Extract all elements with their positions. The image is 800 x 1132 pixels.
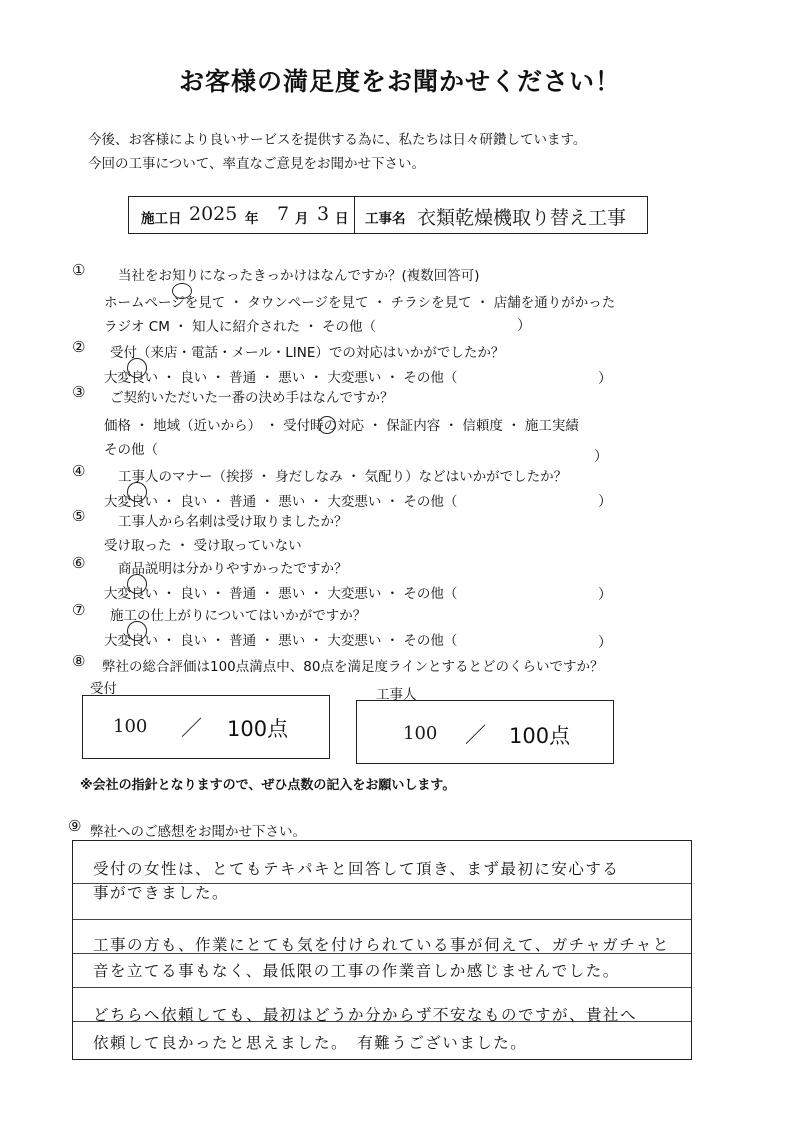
score-note: ※会社の指針となりますので、ぜひ点数の記入をお願いします。 bbox=[80, 778, 456, 793]
date-label: 施工日 bbox=[141, 211, 182, 227]
comment-line-6: 依頼して良かったと思えました。 有難うございました。 bbox=[93, 1034, 528, 1052]
header-divider bbox=[354, 196, 355, 234]
q2-close-paren: ） bbox=[598, 371, 612, 387]
q6-options: 大変良い ・ 良い ・ 普通 ・ 悪い ・ 大変悪い ・ その他（ bbox=[104, 586, 458, 602]
comment-line-2: 事ができました。 bbox=[93, 884, 230, 902]
q2-text: 受付（来店・電話・メール・LINE）での対応はいかがでしたか？ bbox=[110, 345, 505, 361]
reception-score-label: 受付 bbox=[90, 681, 117, 697]
worker-max: 100点 bbox=[509, 724, 571, 748]
q9-text: 弊社へのご感想をお聞かせ下さい。 bbox=[90, 824, 306, 840]
q1-number: ① bbox=[72, 261, 86, 279]
q4-close-paren: ） bbox=[598, 494, 612, 510]
q1-close-paren: ） bbox=[517, 318, 531, 334]
q6-answer-circle bbox=[127, 574, 147, 594]
q8-text: 弊社の総合評価は100点満点中、80点を満足度ラインとするとどのくらいですか？ bbox=[102, 659, 604, 675]
q4-answer-circle bbox=[127, 482, 147, 502]
q5-text: 工事人から名刺は受け取りましたか？ bbox=[118, 514, 348, 530]
q1-options-1: ホームページを見て ・ タウンページを見て ・ チラシを見て ・ 店舗を通りがかった bbox=[104, 295, 616, 311]
q4-options: 大変良い ・ 良い ・ 普通 ・ 悪い ・ 大変悪い ・ その他（ bbox=[104, 494, 458, 510]
work-name: 衣類乾燥機取り替え工事 bbox=[417, 207, 627, 229]
q1-check-mark bbox=[172, 283, 192, 299]
q7-text: 施工の仕上がりについてはいかがですか？ bbox=[110, 608, 367, 624]
q4-text: 工事人のマナー（挨拶 ・ 身だしなみ ・ 気配り）などはいかがでしたか？ bbox=[118, 469, 568, 485]
q3-number: ③ bbox=[72, 383, 86, 401]
month-unit: 月 bbox=[295, 211, 309, 227]
date-year: 2025 bbox=[189, 203, 238, 225]
comment-rule-2 bbox=[73, 919, 691, 920]
comment-line-4: 音を立てる事もなく、最低限の工事の作業音しか感じませんでした。 bbox=[93, 962, 620, 980]
comment-rule-4 bbox=[73, 987, 691, 988]
header-box bbox=[128, 196, 648, 234]
reception-score-value: 100 bbox=[113, 716, 148, 737]
reception-score-box bbox=[82, 695, 330, 759]
comment-line-5: どちらへ依頼しても、最初はどうか分からず不安なものですが、貴社へ bbox=[93, 1006, 638, 1024]
day-unit: 日 bbox=[335, 211, 349, 227]
intro-line-1: 今後、お客様により良いサービスを提供する為に、私たちは日々研鑽しています。 bbox=[88, 132, 587, 148]
worker-slash: ／ bbox=[465, 723, 486, 747]
worker-score-box bbox=[356, 700, 614, 764]
q1-text: 当社をお知りになったきっかけはなんですか？(複数回答可) bbox=[118, 268, 480, 284]
q7-options: 大変良い ・ 良い ・ 普通 ・ 悪い ・ 大変悪い ・ その他（ bbox=[104, 633, 458, 649]
q7-close-paren: ） bbox=[598, 635, 612, 651]
q1-options-2: ラジオ CM ・ 知人に紹介された ・ その他（ bbox=[104, 319, 377, 335]
q3-answer-circle bbox=[318, 416, 336, 434]
q2-number: ② bbox=[72, 338, 86, 356]
q5-number: ⑤ bbox=[72, 507, 86, 525]
date-day: 3 bbox=[317, 203, 330, 225]
q7-answer-circle bbox=[127, 621, 147, 641]
comment-line-3: 工事の方も、作業にとても気を付けられている事が伺えて、ガチャガチャと bbox=[93, 936, 670, 954]
q2-answer-circle bbox=[127, 358, 147, 378]
q6-close-paren: ） bbox=[598, 587, 612, 603]
q3-text: ご契約いただいた一番の決め手はなんですか？ bbox=[110, 390, 394, 406]
q2-options: 大変良い ・ 良い ・ 普通 ・ 悪い ・ 大変悪い ・ その他（ bbox=[104, 370, 458, 386]
q6-text: 商品説明は分かりやすかったですか？ bbox=[118, 561, 348, 577]
reception-slash: ／ bbox=[181, 716, 202, 740]
intro-line-2: 今回の工事について、率直なご意見をお聞かせ下さい。 bbox=[88, 156, 425, 172]
q4-number: ④ bbox=[72, 462, 86, 480]
q6-number: ⑥ bbox=[72, 554, 86, 572]
date-month: 7 bbox=[277, 203, 290, 225]
comment-line-1: 受付の女性は、とてもテキパキと回答して頂き、まず最初に安心する bbox=[93, 860, 620, 878]
q3-options-1: 価格 ・ 地域（近いから） ・ 受付時の対応 ・ 保証内容 ・ 信頼度 ・ 施工実績 bbox=[104, 418, 579, 434]
q9-number: ⑨ bbox=[68, 817, 82, 835]
page-title: お客様の満足度をお聞かせください！ bbox=[178, 67, 621, 96]
worker-score-value: 100 bbox=[403, 723, 438, 744]
comments-box bbox=[72, 840, 692, 1060]
worker-score-label: 工事人 bbox=[376, 687, 417, 703]
q3-close-paren: ） bbox=[594, 449, 608, 465]
q8-number: ⑧ bbox=[72, 652, 86, 670]
q5-options: 受け取った ・ 受け取っていない bbox=[104, 538, 302, 554]
reception-max: 100点 bbox=[227, 717, 289, 741]
year-unit: 年 bbox=[245, 211, 259, 227]
q3-options-2: その他（ bbox=[104, 442, 158, 458]
q7-number: ⑦ bbox=[72, 601, 86, 619]
work-label: 工事名 bbox=[365, 211, 406, 227]
